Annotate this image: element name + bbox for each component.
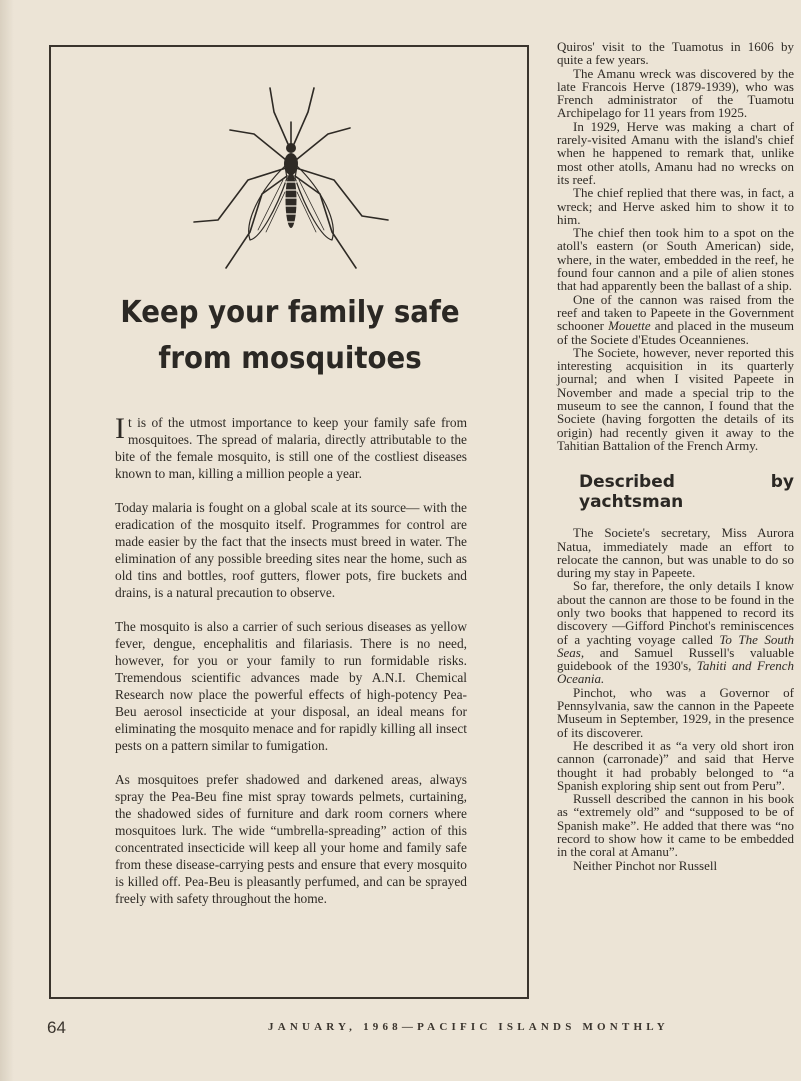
article-paragraph: The Amanu wreck was discovered by the late Francois Herve (1879-1939), who was French administrator of the Tuamotu Archipelago for 11 years from 1925. xyxy=(557,65,794,121)
article-paragraph: The chief replied that there was, in fact, a wreck; and Herve asked him to show it to him. xyxy=(557,185,794,227)
article-paragraph: Quiros' visit to the Tuamotus in 1606 by quite a few years. xyxy=(557,39,794,68)
article-paragraph: The Societe's secretary, Miss Aurora Natua, immediately made an effort to relocate the cannon, but was unable to do so during my stay in Papeete. xyxy=(557,525,794,581)
article-paragraph: The Societe, however, never reported this interesting acquisition in its quarterly journal; and when I visited Papeete in November and made a special trip to the museum to see the cannon, I found that the Societe (having forgotten the details of its origin) had recently given it away to the Tahitian Battalion of the French Army. xyxy=(557,344,794,453)
ad-body-copy xyxy=(115,414,467,924)
article-paragraph: The chief then took him to a spot on the atoll's eastern (or South American) side, where, in the water, embedded in the reef, he found four cannon and a pile of alien stones that had apparently been the ballast of a ship. xyxy=(557,225,794,294)
article-paragraph: Pinchot, who was a Governor of Pennsylvania, saw the cannon in the Papeete Museum in September, 1929, in the presence of its discoverer. xyxy=(557,684,794,740)
ad-paragraph: It is of the utmost importance to keep your family safe from mosquitoes. The spread of malaria, directly attributable to the bite of the female mosquito, is still one of the costliest diseases known to man, killing a million people a year. xyxy=(115,412,467,481)
ad-headline-line2: from mosquitoes xyxy=(158,341,422,376)
article-paragraph: In 1929, Herve was making a chart of rarely-visited Amanu with the island's chief when he happened to remark that, unlike most other atolls, Amanu had no wrecks on its reef. xyxy=(557,118,794,187)
ad-headline-line1: Keep your family safe xyxy=(120,295,460,330)
article-paragraph: He described it as “a very old short iron cannon (carronade)” and said that Herve thought it had probably belonged to “a Spanish exploring ship sent out from Peru”. xyxy=(557,737,794,793)
ad-paragraph: Today malaria is fought on a global scale at its source— with the eradication of the mosquito itself. Programmes for control are made easier by the fact that the insects must breed in water. The elimination of any possible breeding sites near the home, such as old tins and bottles, roof gutters, flower pots, fire buckets and drains, is a natural precaution to observe. xyxy=(115,500,467,600)
article-paragraph: Russell described the cannon in his book as “extremely old” and “supposed to be of Spanish make”. He added that there was “no record to show how it came to be embedded in the coral at Amanu”. xyxy=(557,791,794,860)
drop-cap: I xyxy=(115,412,125,445)
ad-paragraph: As mosquitoes prefer shadowed and darkened areas, always spray the Pea-Beu fine mist spray towards pelmets, curtaining, the shadowed sides of furniture and dark room corners where mosquitoes lurk. The wide “umbrella-spreading” action of this concentrated insecticide will keep all your home and family safe from these disease-carrying pests and ensure that every mosquito is killed off. Pea-Beu is pleasantly perfumed, and can be sprayed freely with safety throughout the home. xyxy=(115,772,467,906)
article-paragraph: One of the cannon was raised from the reef and taken to Papeete in the Government schooner Mouette and placed in the museum of the Societe d'Etudes Oceannienes. xyxy=(557,291,794,347)
article-paragraph: Neither Pinchot nor Russell xyxy=(573,857,718,873)
running-footer: JANUARY, 1968—PACIFIC ISLANDS MONTHLY xyxy=(268,1021,669,1033)
article-subhead: Described by yachtsman xyxy=(579,472,794,513)
ad-paragraph: The mosquito is also a carrier of such serious diseases as yellow fever, dengue, encephalitis and filariasis. There is no need, however, for you or your family to run formidable risks. Tremendous scientific advances made by A.N.I. Chemical Research now place the powerful effects of high-potency Pea-Beu aerosol insecticide at your disposal, an ideal means for eliminating the mosquito menace and for rapidly killing all insect pests on a pattern similar to fumigation. xyxy=(115,619,467,753)
page-edge xyxy=(0,0,14,1081)
article-paragraph: So far, therefore, the only details I know about the cannon are those to be found in the only two books that happened to record its discovery —Gifford Pinchot's reminiscences of a yachting voyage called To The South Seas, and Samuel Russell's valuable guidebook of the 1930's, Tahiti and French Oceania. xyxy=(557,578,794,687)
mosquito-illustration xyxy=(190,82,396,272)
ad-headline xyxy=(78,290,501,382)
page-number: 64 xyxy=(47,1018,66,1037)
article-column xyxy=(557,40,794,872)
